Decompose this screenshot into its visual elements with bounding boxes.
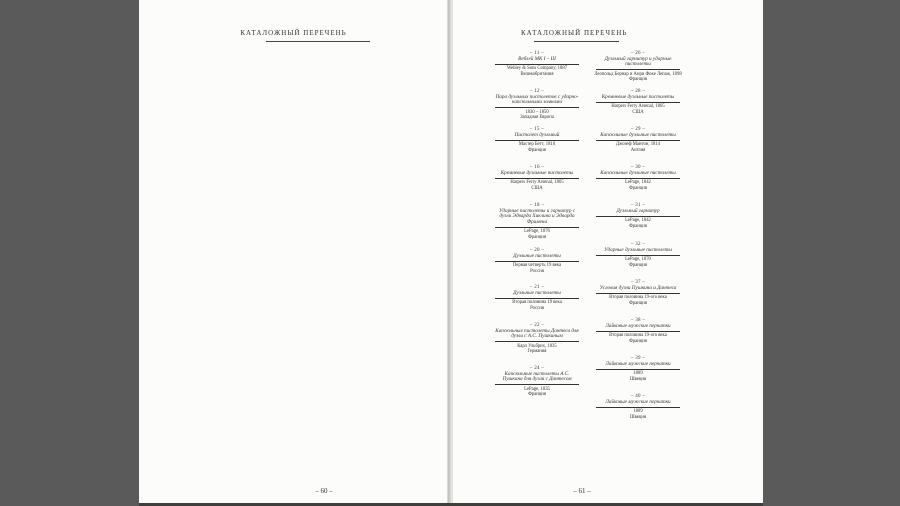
entry-title: Капсюльные дуэльные пистолеты <box>596 171 680 179</box>
catalog-entry <box>573 242 703 268</box>
catalog-entry <box>573 203 703 229</box>
entry-number: – 22 – <box>529 323 545 328</box>
entry-maker: Harpers Ferry Arsenal, 1805 <box>611 104 665 110</box>
entry-title: Дуэльные пистолеты <box>495 254 579 262</box>
entry-maker: Webley & Sons Company, 1887 <box>506 66 568 72</box>
entry-origin: США <box>531 185 543 191</box>
entry-number: – 21 – <box>529 285 545 290</box>
entry-title: Кремневые дуэльные пистолеты <box>495 171 579 179</box>
entry-number: – 39 – <box>630 356 646 361</box>
entry-origin: Англия <box>630 147 646 153</box>
entry-origin: Россия <box>530 305 544 311</box>
entry-maker: Мастер Бетт, 1810 <box>518 142 556 148</box>
entry-maker: Harpers Ferry Arsenal, 1805 <box>510 180 564 186</box>
entry-maker: Вторая половина 19 века <box>512 300 562 306</box>
scan-background-right <box>763 0 900 506</box>
entry-number: – 16 – <box>529 165 545 170</box>
entry-title: Капсюльные дуэльные пистолеты <box>596 133 680 141</box>
entry-maker: LePage, 1876 <box>524 229 550 235</box>
page-number: – 61 – <box>573 487 591 495</box>
entry-origin: Россия <box>530 268 544 274</box>
entry-number: – 31 – <box>630 203 646 208</box>
entry-maker: 1830 – 1850 <box>525 109 549 115</box>
entry-title: Лайковые мужские перчатки <box>596 400 680 408</box>
entry-number: – 30 – <box>630 165 646 170</box>
entry-origin: США <box>632 109 644 115</box>
page-60 <box>139 0 448 503</box>
catalog-entry <box>573 127 703 153</box>
entry-maker: Вторая половина 19-ого века <box>609 295 667 301</box>
catalog-column-2 <box>573 0 703 440</box>
catalog-entry <box>573 356 703 382</box>
entry-title: Дуэльный гарнитур и ударные пистолеты <box>596 57 680 71</box>
entry-number: – 12 – <box>529 89 545 94</box>
entry-maker: LePage, 1842 <box>625 218 651 224</box>
entry-number: – 11 – <box>529 51 545 56</box>
entry-origin: Швеция <box>629 376 647 382</box>
header-rule <box>266 41 370 42</box>
entry-maker: Первая четверть 19 века <box>512 263 562 269</box>
entry-number: – 24 – <box>529 366 545 371</box>
entry-number: – 18 – <box>529 203 545 208</box>
entry-title: Дуэльный гарнитур <box>596 209 680 217</box>
catalog-entry <box>573 280 703 306</box>
page-header: КАТАЛОЖНЫЙ ПЕРЕЧЕНЬ <box>240 29 347 37</box>
entry-title: Лайковые мужские перчатки <box>596 324 680 332</box>
entry-number: – 28 – <box>630 89 646 94</box>
catalog-entry <box>573 318 703 344</box>
entry-origin: Франция <box>528 392 546 398</box>
entry-origin: Франция <box>629 262 647 268</box>
entry-number: – 15 – <box>529 127 545 132</box>
entry-maker: 1889 <box>633 409 643 415</box>
entry-number: – 38 – <box>630 318 646 323</box>
entry-origin: Франция <box>528 234 546 240</box>
entry-title: Капсюльные пистолеты Дантеса для дуэли с А.С. Пушкиным <box>495 329 579 343</box>
entry-number: – 40 – <box>630 394 646 399</box>
entry-number: – 20 – <box>529 248 545 253</box>
page-header: КАТАЛОЖНЫЙ ПЕРЕЧЕНЬ <box>521 29 628 37</box>
entry-maker: LePage, 1842 <box>625 180 651 186</box>
entry-maker: LePage, 1835 <box>524 386 550 392</box>
entry-title: Ударные пистолеты и гарнитур с дуэли Эдварда Хиклина и Эдварда Фримена <box>495 209 579 228</box>
entry-origin: Швеция <box>629 414 647 420</box>
entry-origin: Франция <box>629 338 647 344</box>
entry-origin: Франция <box>528 147 546 153</box>
entry-maker: LePage, 1870 <box>625 257 651 263</box>
scan-background-left <box>0 0 139 506</box>
entry-number: – 26 – <box>630 51 646 56</box>
entry-title: Кремневые дуэльные пистолеты <box>596 95 680 103</box>
page-number: – 60 – <box>315 487 333 495</box>
catalog-entry <box>573 89 703 115</box>
entry-title: Пара дуэльных пистолетов с ударно-капсюльными замками <box>495 95 579 109</box>
entry-maker: Карл Ульбрих, 1835 <box>517 343 557 349</box>
entry-title: Лайковые мужские перчатки <box>596 362 680 370</box>
entry-number: – 37 – <box>630 280 646 285</box>
entry-title: Веблей МК I – III <box>495 57 579 65</box>
entry-title: Ударные дуэльные пистолеты <box>596 248 680 256</box>
entry-maker: 1889 <box>633 371 643 377</box>
entry-origin: Франция <box>629 77 647 83</box>
entry-origin: Западная Европа <box>520 115 554 121</box>
entry-maker: Леопольд Бернар и Анри Фоке Лепаж, 1898 <box>594 71 682 77</box>
entry-title: Дуэльные пистолеты <box>495 291 579 299</box>
catalog-entry <box>573 51 703 83</box>
catalog-entry <box>573 165 703 191</box>
entry-number: – 29 – <box>630 127 646 132</box>
entry-number: – 32 – <box>630 242 646 247</box>
entry-maker: Вторая половина 19-ого века <box>609 333 667 339</box>
entry-origin: Германия <box>527 349 547 355</box>
entry-title: Пистолет дуэльный <box>495 133 579 141</box>
entry-origin: Франция <box>629 223 647 229</box>
entry-title: Капсюльные пистолеты А.С. Пушкина для дуэли с Дантесом <box>495 372 579 386</box>
catalog-entry <box>573 394 703 420</box>
entry-origin: Франция <box>629 185 647 191</box>
entry-origin: Великобритания <box>520 71 554 77</box>
entry-origin: Франция <box>629 300 647 306</box>
entry-maker: Джозеф Мантон, 1814 <box>615 142 661 148</box>
entry-title: Условия дуэли Пушкина и Дантеса <box>596 286 680 294</box>
